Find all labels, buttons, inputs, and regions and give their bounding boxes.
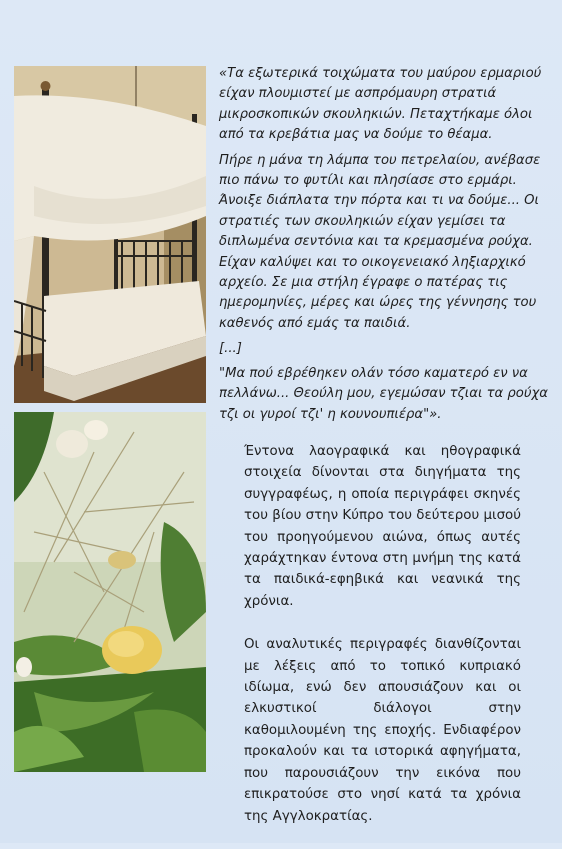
commentary-text <box>244 441 521 849</box>
silkworm-cocoons-photo <box>14 412 206 772</box>
story-excerpt-quote <box>219 64 550 430</box>
quote-paragraph: «Τα εξωτερικά τοιχώματα του μαύρου ερμαριού είχαν πλουμιστεί με ασπρόμαυρη στρατιά μικροσκοπικών σκουληκιών. Πεταχτήκαμε όλοι από τα κρεβάτια μας να δούμε το θέαμα. <box>219 66 542 143</box>
canopy-bed-photo <box>14 66 206 403</box>
quote-paragraph: Πήρε η μάνα τη λάμπα του πετρελαίου, ανέβασε πιο πάνω το φυτίλι και πλησίασε στο ερμάρι. Άνοιξε διάπλατα την πόρτα και τι να δούμε... Οι στρατιές των σκουληκιών είχαν γεμίσει τα διπλωμένα σεντόνια και τα κρεμασμένα ρούχα. Είχαν καλύψει και το οικογενειακό ληξιαρχικό αρχείο. Σε μια στήλη έγραφε ο πατέρας τις ημερομηνίες, μέρες και ώρες της γέννησης του καθενός από εμάς τα παιδιά. <box>219 152 541 331</box>
body-paragraph: Οι αναλυτικές περιγραφές διανθίζονται με λέξεις από το τοπικό κυπριακό ιδίωμα, ενώ δεν απουσιάζουν και οι ελκυστικοί διάλογοι στην καθομιλουμένη της εποχής. Ενδιαφέρον προκαλούν και τα ιστορικά αφηγήματα, που παρουσιάζουν την εικόνα που επικρατούσε στο νησί κατά τα χρόνια της Αγγλοκρατίας. <box>244 637 521 824</box>
quote-ellipsis: [...] <box>219 341 242 357</box>
body-paragraph: Έντονα λαογραφικά και ηθογραφικά στοιχεία δίνονται στα διηγήματα της συγγραφέως, η οποία περιγράφει σκηνές του βίου στην Κύπρο του δεύτερου μισού του προηγούμενου αιώνα, όπως αυτές χαράχτηκαν έντονα στη μνήμη της κατά τα παιδικά-εφηβικά και νεανικά της χρόνια. <box>244 444 521 609</box>
quote-paragraph: "Μα πού εβρέθηκεν ολάν τόσο καματερό εν να πελλάνω... Θεούλη μου, εγεμώσαν τζιαι τα ρούχα τζι οι γυροί τζι' η κουνουπιέρα"». <box>219 365 548 422</box>
